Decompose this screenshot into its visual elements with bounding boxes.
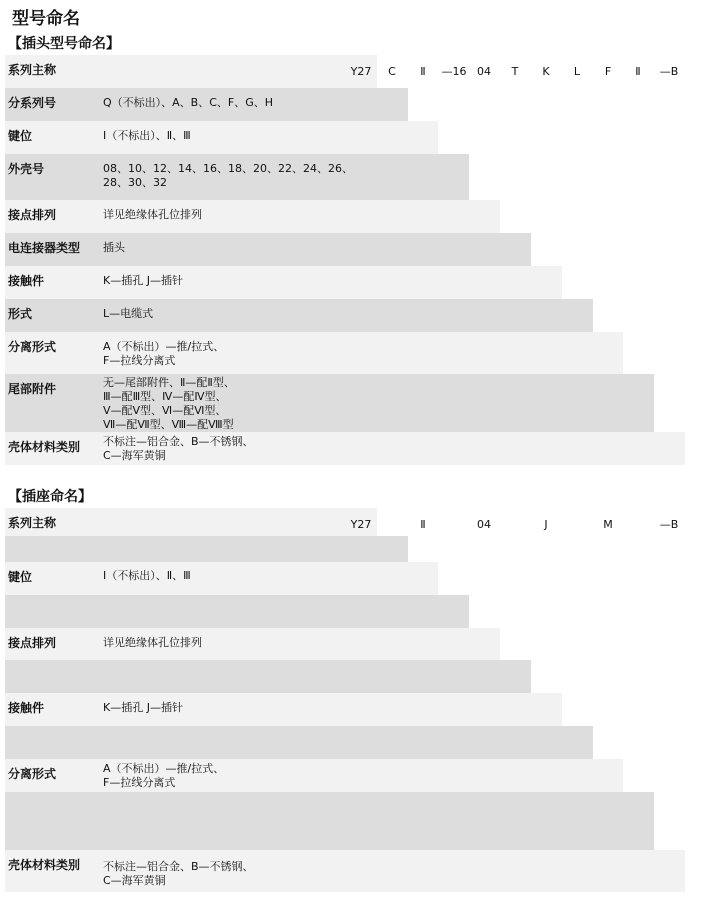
plug-row-desc: [103, 241, 125, 255]
plug-naming-table: [5, 55, 685, 465]
plug-row-desc: [103, 274, 183, 288]
socket-row-desc: [103, 860, 254, 888]
plug-row-label: 接点排列: [8, 208, 57, 222]
plug-row-desc-line: Ⅲ—配Ⅲ型、Ⅳ—配Ⅳ型、: [103, 390, 227, 403]
socket-row-desc: [103, 701, 183, 715]
plug-row-desc-line: Ⅰ（不标出）、Ⅱ、Ⅲ: [103, 129, 191, 142]
plug-row-desc-line: 插头: [103, 241, 125, 254]
socket-row: [5, 850, 685, 892]
plug-code-segment: Y27: [350, 65, 372, 78]
socket-code-segment: 04: [477, 518, 491, 531]
plug-row-desc-line: Q（不标出）、A、B、C、F、G、H: [103, 96, 274, 109]
plug-row-desc: [103, 208, 202, 222]
plug-row-desc-line: F—拉线分离式: [103, 354, 176, 367]
socket-step-column: [654, 508, 685, 850]
plug-row: [5, 374, 685, 432]
socket-row: [5, 792, 685, 850]
socket-heading: 【插座命名】: [8, 489, 92, 505]
plug-step-column: [654, 55, 685, 432]
plug-row-desc-line: Ⅶ—配Ⅶ型、Ⅷ—配Ⅷ型: [103, 418, 234, 431]
plug-row-desc-line: Ⅴ—配Ⅴ型、Ⅵ—配Ⅵ型、: [103, 404, 227, 417]
plug-row-label: 分系列号: [8, 96, 57, 110]
socket-naming-table: [5, 508, 685, 892]
plug-row-desc-line: 详见绝缘体孔位排列: [103, 208, 202, 221]
plug-row-desc: [103, 129, 191, 143]
socket-row: [5, 726, 685, 759]
plug-row-desc: [103, 435, 254, 463]
plug-row-label: 尾部附件: [8, 382, 57, 396]
socket-row-desc-line: K—插孔 J—插针: [103, 701, 183, 714]
socket-code-segment: M: [603, 518, 613, 531]
socket-code-segment: Ⅱ: [420, 518, 426, 531]
socket-row-desc: [103, 569, 191, 583]
plug-row-label: 壳体材料类别: [8, 440, 81, 454]
socket-code-segment: Y27: [350, 518, 372, 531]
socket-row-desc-line: A（不标出）—推/拉式、: [103, 762, 225, 775]
socket-code-segment: J: [544, 518, 548, 531]
socket-row-desc-line: C—海军黄铜: [103, 874, 166, 887]
socket-row-desc: [103, 762, 224, 790]
socket-row-desc-line: 不标注—铝合金、B—不锈钢、: [103, 860, 254, 873]
socket-row-label: 系列主称: [8, 516, 57, 530]
plug-row: [5, 332, 685, 374]
page-title: 型号命名: [12, 9, 80, 29]
plug-row-label: 系列主称: [8, 63, 57, 77]
socket-row-label: 分离形式: [8, 767, 57, 781]
plug-code-segment: Ⅱ: [420, 65, 426, 78]
socket-row-desc-line: 详见绝缘体孔位排列: [103, 636, 202, 649]
plug-row-desc-line: 无—尾部附件、Ⅱ—配Ⅱ型、: [103, 376, 235, 389]
plug-row-label: 形式: [8, 307, 33, 321]
plug-row-desc: [103, 376, 235, 432]
plug-heading: 【插头型号命名】: [8, 36, 120, 52]
plug-row-desc-line: A（不标出）—推/拉式、: [103, 340, 225, 353]
plug-row-desc-line: K—插孔 J—插针: [103, 274, 183, 287]
plug-row-label: 分离形式: [8, 340, 57, 354]
plug-row-label: 接触件: [8, 274, 45, 288]
plug-row-desc: [103, 340, 224, 368]
plug-code-segment: F: [604, 65, 612, 78]
socket-row-label: 壳体材料类别: [8, 858, 81, 872]
plug-code-segment: 04: [477, 65, 491, 78]
plug-code-segment: T: [511, 65, 519, 78]
socket-row-desc-line: Ⅰ（不标出）、Ⅱ、Ⅲ: [103, 569, 191, 582]
socket-row-label: 接触件: [8, 701, 45, 715]
plug-row-desc-line: 08、10、12、14、16、18、20、22、24、26、: [103, 162, 353, 175]
plug-row-desc-line: 不标注—铝合金、B—不锈钢、: [103, 435, 254, 448]
socket-row-desc: [103, 636, 202, 650]
plug-row: [5, 432, 685, 465]
plug-row-desc: [103, 162, 353, 190]
plug-row-desc-line: C—海军黄铜: [103, 449, 166, 462]
plug-row: [5, 299, 685, 332]
plug-row-desc-line: 28、30、32: [103, 176, 167, 189]
socket-row-label: 接点排列: [8, 636, 57, 650]
plug-code-segment: —B: [659, 65, 679, 78]
plug-row-desc-line: L—电缆式: [103, 307, 154, 320]
plug-row-label: 电连接器类型: [8, 241, 81, 255]
plug-code-segment: L: [573, 65, 581, 78]
plug-row-desc: [103, 96, 273, 110]
plug-code-segment: K: [542, 65, 550, 78]
socket-code-segment: —B: [659, 518, 679, 531]
plug-row-label: 键位: [8, 129, 33, 143]
plug-code-segment: —16: [441, 65, 467, 78]
plug-row-label: 外壳号: [8, 162, 45, 176]
plug-row-desc: [103, 307, 153, 321]
plug-code-segment: Ⅱ: [635, 65, 641, 78]
socket-row-label: 键位: [8, 570, 33, 584]
plug-code-segment: C: [388, 65, 396, 78]
socket-row-desc-line: F—拉线分离式: [103, 776, 176, 789]
socket-row: [5, 759, 685, 792]
